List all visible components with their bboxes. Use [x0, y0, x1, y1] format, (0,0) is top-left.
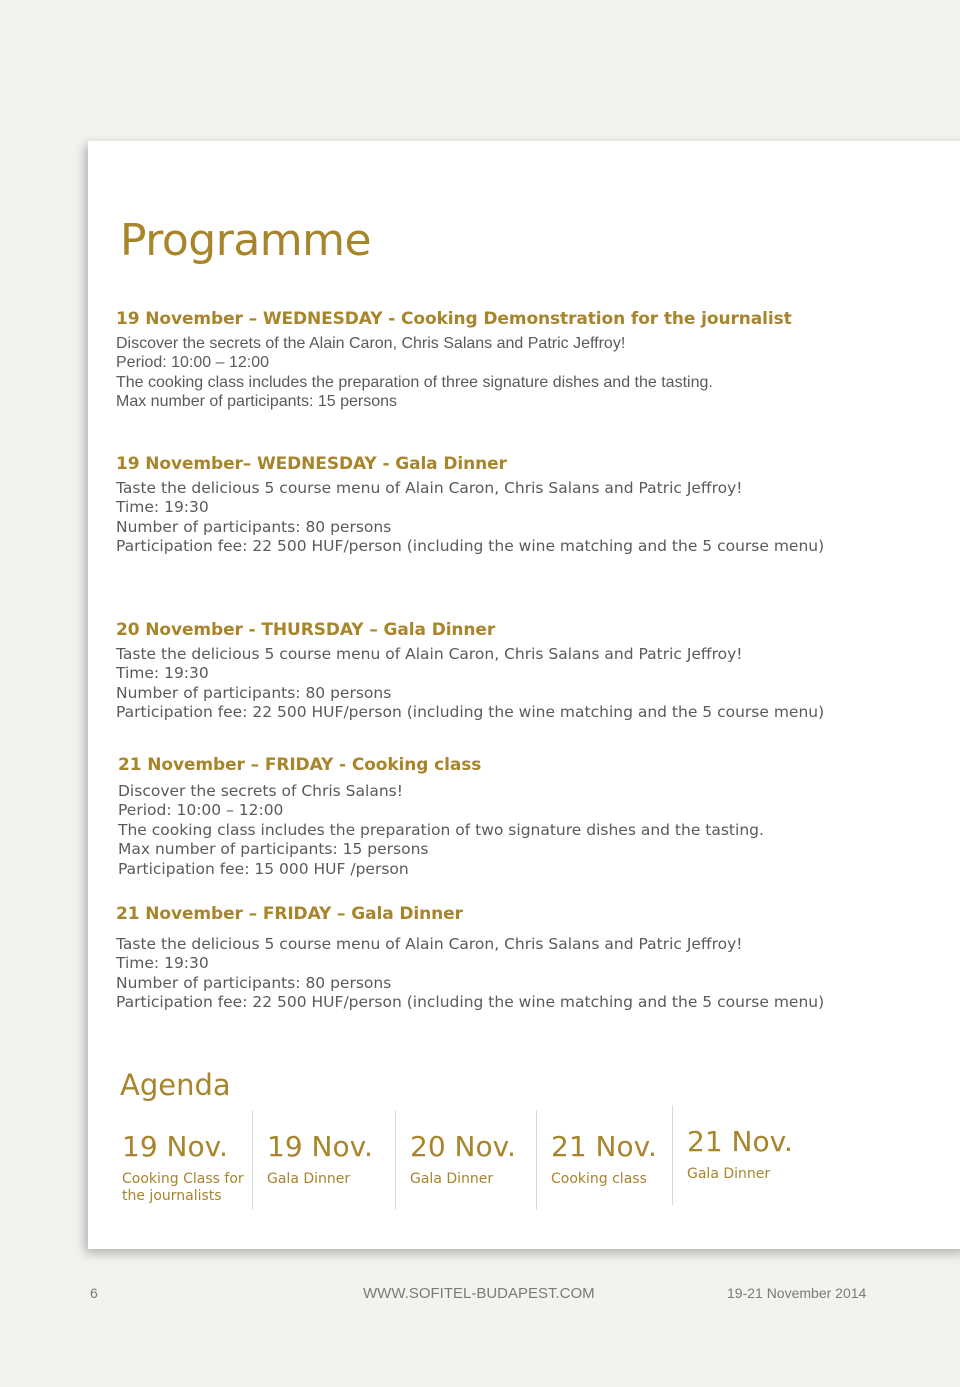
- section-event: Gala Dinner: [395, 454, 507, 474]
- section-event: Cooking Demonstration for the journalist: [401, 309, 792, 329]
- section-line: Participation fee: 22 500 HUF/person (including the wine matching and the 5 course menu): [116, 703, 825, 721]
- section-line: The cooking class includes the preparation of three signature dishes and the tasting.: [116, 373, 713, 391]
- agenda-item: [122, 1110, 252, 1210]
- agenda-item: [536, 1110, 681, 1210]
- website-link[interactable]: WWW.SOFITEL-BUDAPEST.COM: [363, 1285, 595, 1302]
- section-event: Gala Dinner: [351, 904, 463, 924]
- section-line: Discover the secrets of Chris Salans!: [118, 781, 403, 800]
- section-line: Time: 19:30: [116, 498, 209, 516]
- agenda-date: 19 Nov.: [267, 1130, 373, 1163]
- section-title: [116, 621, 956, 641]
- programme-section: [116, 455, 956, 557]
- section-line: Taste the delicious 5 course menu of Alain Caron, Chris Salans and Patric Jeffroy!: [116, 934, 743, 953]
- agenda-date: 20 Nov.: [410, 1130, 516, 1163]
- programme-section: [116, 905, 956, 1013]
- section-date: 19 November– WEDNESDAY -: [116, 454, 390, 474]
- section-title: [116, 905, 956, 925]
- agenda-date: 19 Nov.: [122, 1130, 228, 1163]
- section-line: The cooking class includes the preparation of two signature dishes and the tasting.: [118, 820, 764, 839]
- section-line: Period: 10:00 – 12:00: [118, 801, 284, 819]
- section-line: Number of participants: 80 persons: [116, 517, 392, 536]
- agenda-description: Gala Dinner: [410, 1171, 494, 1187]
- section-line: Taste the delicious 5 course menu of Alain Caron, Chris Salans and Patric Jeffroy!: [116, 478, 743, 497]
- programme-section: [116, 621, 956, 723]
- programme-section: [118, 756, 958, 879]
- section-line: Period: 10:00 – 12:00: [116, 354, 270, 371]
- section-line: Time: 19:30: [116, 954, 209, 972]
- agenda-date: 21 Nov.: [687, 1125, 793, 1158]
- section-date: 21 November – FRIDAY -: [118, 755, 346, 775]
- agenda-description: Gala Dinner: [687, 1166, 771, 1182]
- section-event: Gala Dinner: [383, 620, 496, 640]
- agenda-item: [672, 1105, 817, 1205]
- section-line: Participation fee: 15 000 HUF /person: [118, 859, 409, 878]
- section-date: 19 November – WEDNESDAY -: [116, 309, 396, 329]
- section-date: 20 November - THURSDAY –: [116, 620, 378, 640]
- section-line: Participation fee: 22 500 HUF/person (including the wine matching and the 5 course menu): [116, 537, 825, 555]
- section-line: Max number of participants: 15 persons: [118, 840, 429, 858]
- section-date: 21 November – FRIDAY –: [116, 904, 346, 924]
- section-title: [116, 310, 956, 330]
- section-line: Number of participants: 80 persons: [116, 973, 392, 992]
- programme-section: [116, 310, 956, 412]
- section-line: Time: 19:30: [116, 664, 209, 682]
- agenda-date: 21 Nov.: [551, 1130, 657, 1163]
- agenda-description: Gala Dinner: [267, 1171, 351, 1187]
- section-line: Participation fee: 22 500 HUF/person (including the wine matching and the 5 course menu): [116, 993, 825, 1011]
- page-number: 6: [90, 1285, 98, 1301]
- programme-title: Programme: [120, 215, 372, 266]
- section-title: [116, 455, 956, 475]
- agenda-item: [395, 1110, 540, 1210]
- section-title: [118, 756, 958, 776]
- agenda-description: Cooking class: [551, 1171, 647, 1187]
- section-line: Discover the secrets of the Alain Caron, Chris Salans and Patric Jeffroy!: [116, 334, 626, 352]
- agenda-title: Agenda: [120, 1068, 231, 1102]
- agenda-description: Cooking Class for the journalists: [122, 1171, 244, 1204]
- section-line: Number of participants: 80 persons: [116, 683, 392, 702]
- section-line: Max number of participants: 15 persons: [116, 393, 398, 410]
- agenda-item: [252, 1110, 397, 1210]
- event-dates: 19-21 November 2014: [727, 1285, 867, 1301]
- section-line: Taste the delicious 5 course menu of Alain Caron, Chris Salans and Patric Jeffroy!: [116, 644, 743, 663]
- section-event: Cooking class: [351, 755, 482, 775]
